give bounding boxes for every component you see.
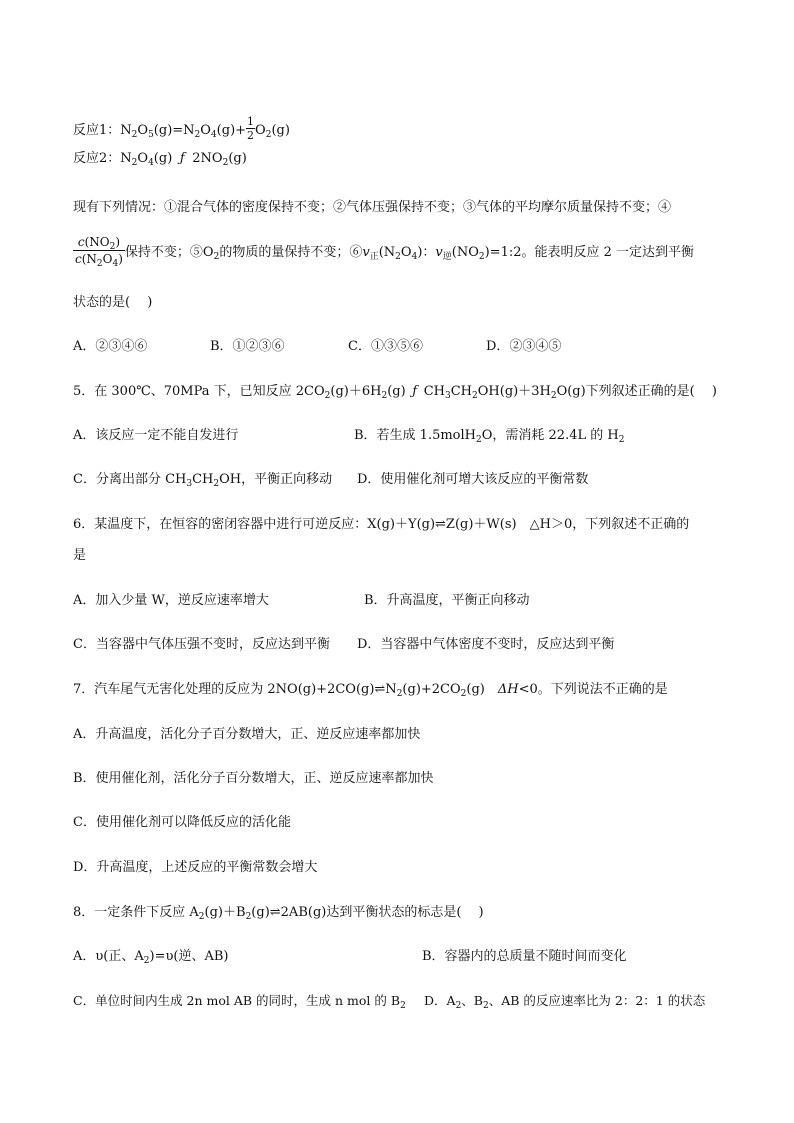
q8-text: (g)＋B: [204, 905, 246, 920]
q8-text: A．υ(正、A: [73, 949, 144, 964]
r1-sub: 5: [148, 130, 154, 140]
q7-text: <0。下列说法不正确的是: [518, 682, 668, 697]
q4-option-c[interactable]: C．①③⑤⑥: [348, 339, 423, 354]
q8-sub: 2: [455, 1001, 462, 1011]
q5-sub: 2: [550, 391, 557, 401]
q4-line-3: 状态的是( ): [73, 295, 153, 310]
q7-sub: 2: [460, 689, 467, 699]
r1-n: N: [120, 123, 132, 138]
q4-option-d[interactable]: D．②③④⑤: [486, 339, 562, 354]
v-symbol: v: [362, 245, 370, 260]
c-symbol: c: [75, 252, 82, 266]
reaction-2: [73, 150, 247, 168]
r1-state: (g)+: [216, 123, 247, 138]
q4-sub: 正: [369, 252, 379, 262]
q8-text: 、B: [461, 993, 483, 1008]
half-fraction: [246, 115, 255, 142]
q5-text: (g)＋6H: [330, 384, 382, 399]
q6-option-a[interactable]: A．加入少量 W，逆反应速率增大: [73, 593, 269, 608]
r1-o2: O: [255, 123, 266, 138]
r2-sub: 4: [148, 158, 154, 168]
q6-option-c[interactable]: C．当容器中气体压强不变时，反应达到平衡: [73, 637, 330, 652]
q5-text: (g): [387, 384, 406, 399]
q8-option-b[interactable]: B．容器内的总质量不随时间而变化: [422, 949, 627, 964]
frac-text: ): [118, 252, 123, 266]
r1-o: O: [137, 123, 149, 138]
q4-sub: 2: [478, 252, 485, 262]
q6-stem-line-2: 是: [73, 548, 87, 563]
r2-sub: 2: [222, 158, 229, 168]
q7-stem: [73, 681, 668, 699]
equilibrium-arrow-glyph: ƒ: [179, 151, 185, 166]
r1-sub: 2: [265, 130, 272, 140]
q5-text: O，需消耗 22.4L 的 H: [481, 428, 619, 443]
q5-option-d[interactable]: D．使用催化剂可增大该反应的平衡常数: [357, 472, 589, 487]
q8-text: D．A: [424, 993, 456, 1008]
q4-sub: 4: [411, 252, 418, 262]
r1-o: O: [200, 123, 211, 138]
q4-sub: 2: [395, 252, 401, 262]
q8-sub: 2: [482, 1001, 489, 1011]
q4-line-2: [73, 236, 694, 269]
r1-sub: 2: [131, 130, 138, 140]
q4-text: 保持不变；⑤O: [124, 245, 214, 260]
r1-sub: 2: [194, 130, 201, 140]
q7-option-c[interactable]: C．使用催化剂可以降低反应的活化能: [73, 815, 291, 830]
q5-sub: 2: [381, 391, 388, 401]
fraction-numerator: 1: [247, 115, 255, 128]
q4-option-b[interactable]: B．①②③⑥: [210, 339, 285, 354]
q4-sub: 2: [213, 252, 220, 262]
q7-text: 7．汽车尾气无害化处理的反应为 2NO(g)+2CO(g)⇌N: [73, 682, 397, 697]
r2-n: N: [120, 151, 132, 166]
q8-text: C．单位时间内生成 2n mol AB 的同时，生成 n mol 的 B: [73, 993, 401, 1008]
q6-option-b[interactable]: B．升高温度，平衡正向移动: [364, 593, 530, 608]
q5-sub: 2: [472, 391, 478, 401]
q5-text: OH，平衡正向移动: [219, 472, 333, 487]
q8-option-c[interactable]: [73, 992, 406, 1010]
q6-option-d[interactable]: D．当容器中气体密度不变时，反应达到平衡: [357, 637, 615, 652]
q7-option-b[interactable]: B．使用催化剂，活化分子百分数增大，正、逆反应速率都加快: [73, 771, 434, 786]
q5-sub: 3: [444, 391, 451, 401]
q8-option-d[interactable]: [424, 992, 705, 1010]
r2-state: (g): [228, 151, 247, 166]
reaction-1-label: 反应1：: [73, 123, 121, 138]
q5-text: CH: [450, 384, 473, 399]
q8-sub: 2: [198, 912, 205, 922]
q4-line-1: 现有下列情况：①混合气体的密度保持不变；②气体压强保持不变；③气体的平均摩尔质量保持不变；④: [73, 200, 672, 215]
r2-rhs: 2NO: [192, 151, 223, 166]
frac-text: O: [102, 252, 113, 266]
q4-text: )：: [417, 245, 436, 260]
q7-sub: 2: [396, 689, 403, 699]
q7-option-d[interactable]: D．升高温度，上述反应的平衡常数会增大: [73, 860, 318, 875]
q8-sub: 2: [400, 1001, 406, 1011]
q6-stem-line-1: 6．某温度下，在恒容的密闭容器中进行可逆反应：X(g)＋Y(g)⇌Z(g)＋W(s) △H＞0，下列叙述不正确的: [73, 517, 690, 532]
c-symbol: c: [77, 235, 85, 249]
r1-state: (g): [271, 123, 290, 138]
q4-text: O: [400, 245, 412, 260]
concentration-ratio-fraction: [73, 234, 125, 267]
q4-sub: 逆: [442, 252, 452, 262]
frac-text: (NO: [84, 235, 110, 249]
fraction-denominator: [73, 251, 125, 267]
reaction-2-label: 反应2：: [73, 151, 121, 166]
q8-sub: 2: [143, 956, 150, 966]
r2-state: (g): [153, 151, 173, 166]
q5-text: CH: [192, 472, 214, 487]
q5-text: OH(g)＋3H: [477, 384, 551, 399]
q8-sub: 2: [245, 912, 252, 922]
q4-text: (NO: [451, 245, 479, 260]
q8-stem: [73, 904, 484, 922]
r1-sub: 4: [210, 130, 217, 140]
q5-text: B．若生成 1.5molH: [354, 428, 477, 443]
q5-text: C．分离出部分 CH: [73, 472, 187, 487]
q8-option-a[interactable]: [73, 948, 228, 966]
frac-sub: 2: [96, 259, 103, 269]
q4-text: )=1:2。能表明反应 2 一定达到平衡: [484, 245, 695, 260]
frac-sub: 2: [109, 242, 116, 252]
q5-text: CH: [423, 384, 445, 399]
frac-sub: 4: [112, 259, 119, 269]
q5-sub: 3: [186, 479, 193, 489]
frac-text: (N: [81, 252, 97, 266]
q7-text: (g)+2CO: [402, 682, 461, 697]
q4-text: 的物质的量保持不变；⑥: [219, 245, 363, 260]
q4-option-a[interactable]: A．②③④⑥: [73, 339, 148, 354]
fraction-denominator: 2: [247, 129, 255, 142]
q5-sub: 2: [476, 435, 482, 445]
q7-text: (g): [466, 682, 498, 697]
v-symbol: v: [435, 245, 443, 260]
q4-text: (N: [378, 245, 396, 260]
q5-sub: 2: [213, 479, 220, 489]
q7-option-a[interactable]: A．升高温度，活化分子百分数增大，正、逆反应速率都加快: [73, 727, 421, 742]
enthalpy-symbol: ΔH: [497, 682, 519, 697]
q5-text: O(g)下列叙述正确的是( ): [556, 384, 717, 399]
q8-text: 、AB 的反应速率比为 2：2：1 的状态: [488, 993, 706, 1008]
q5-option-a[interactable]: A．该反应一定不能自发进行: [73, 428, 239, 443]
fraction-numerator: [73, 234, 125, 251]
q5-sub: 2: [618, 435, 625, 445]
r2-sub: 2: [131, 158, 138, 168]
r1-state: (g)=N: [153, 123, 195, 138]
q5-option-b[interactable]: [354, 427, 624, 445]
q5-text: 5．在 300℃、70MPa 下，已知反应 2CO: [73, 384, 325, 399]
q8-text: )=υ(逆、AB): [149, 949, 229, 964]
r2-o: O: [137, 151, 149, 166]
q5-stem: [73, 383, 717, 401]
equilibrium-arrow-glyph: ƒ: [412, 384, 418, 399]
frac-text: ): [115, 235, 121, 249]
reaction-1: [73, 117, 290, 144]
q8-text: 8．一定条件下反应 A: [73, 905, 199, 920]
q8-text: (g)⇌2AB(g)达到平衡状态的标志是( ): [251, 905, 484, 920]
q5-sub: 2: [324, 391, 331, 401]
q5-option-c[interactable]: [73, 471, 332, 489]
